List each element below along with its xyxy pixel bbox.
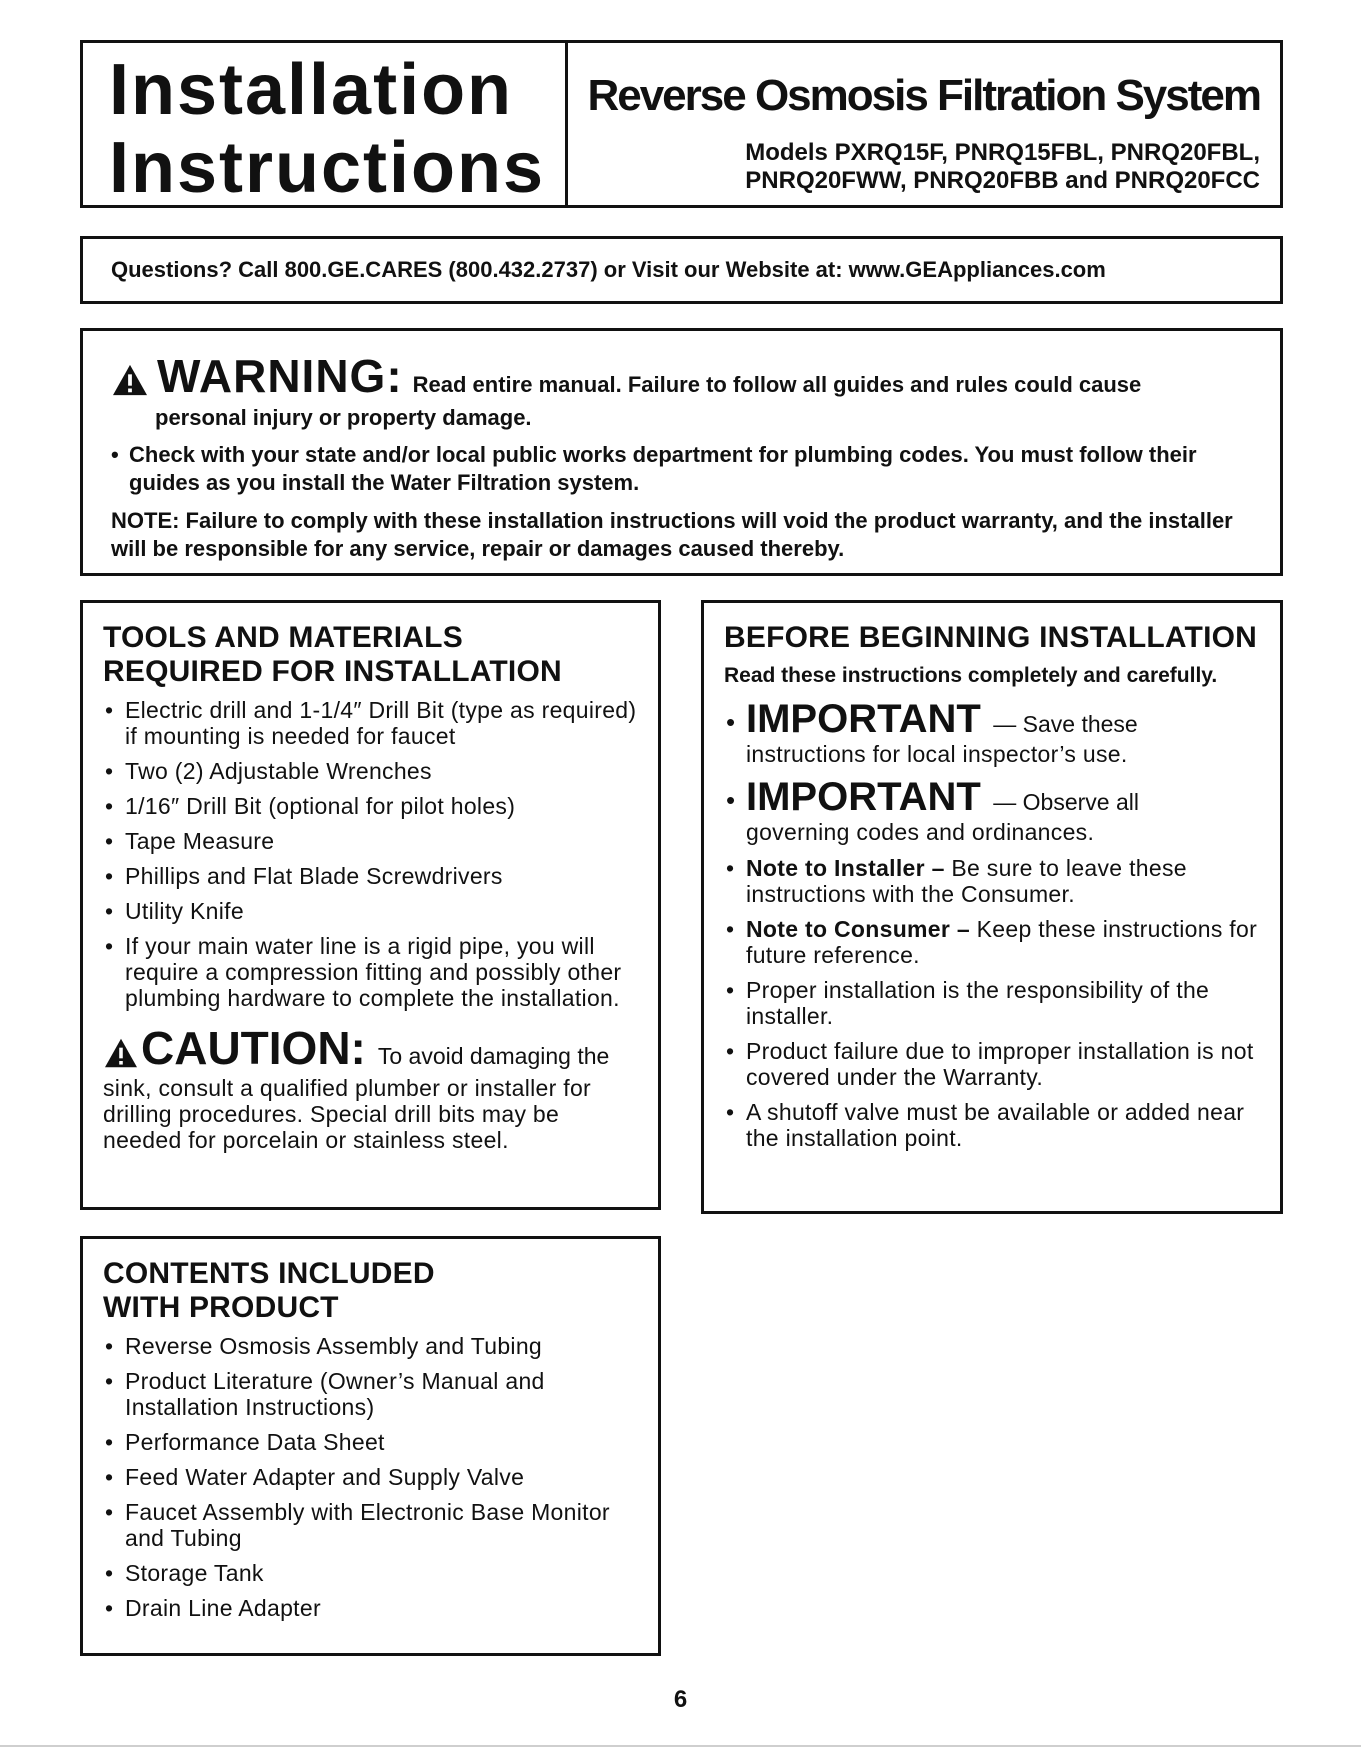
- before-installation-box: [701, 600, 1283, 1214]
- questions-text: Questions? Call 800.GE.CARES (800.432.2737) or Visit our Website at: www.GEAppliances.com: [111, 257, 1106, 282]
- contents-box: [80, 1236, 661, 1656]
- important-label: IMPORTANT: [746, 775, 981, 819]
- page-number: 6: [673, 1686, 688, 1713]
- item-text: Be sure to leave these instructions with the Consumer.: [746, 855, 1187, 907]
- list-item: • Tape Measure: [103, 828, 642, 854]
- item-text: Keep these instructions for future reference.: [746, 916, 1258, 968]
- tools-box: [80, 600, 661, 1210]
- important-lead: — Observe all: [993, 789, 1139, 815]
- warning-triangle-icon: [111, 363, 149, 397]
- list-item: [724, 977, 1264, 1029]
- model-list: [745, 139, 1260, 195]
- list-item: [724, 855, 1264, 907]
- item-bold: Note to Consumer –: [746, 916, 970, 942]
- title-line-1: Installation: [109, 50, 514, 130]
- item-text: A shutoff valve must be available or added near the installation point.: [746, 1099, 1245, 1151]
- warning-lead-cont: personal injury or property damage.: [155, 405, 532, 430]
- list-item: • Two (2) Adjustable Wrenches: [103, 758, 642, 784]
- bottom-rule: [0, 1745, 1361, 1747]
- list-item: • Electric drill and 1-1/4″ Drill Bit (type as required) if mounting is needed for faucet: [103, 697, 642, 749]
- system-title: Reverse Osmosis Filtration System: [587, 71, 1260, 120]
- caution-label: CAUTION:: [141, 1022, 366, 1074]
- list-item: • Utility Knife: [103, 898, 642, 924]
- important-cont: governing codes and ordinances.: [746, 819, 1095, 845]
- before-title: BEFORE BEGINNING INSTALLATION: [724, 621, 1258, 654]
- tools-title: TOOLS AND MATERIALS REQUIRED FOR INSTALLATION: [103, 621, 562, 688]
- item-text: Product failure due to improper installation is not covered under the Warranty.: [746, 1038, 1254, 1090]
- list-item: • Reverse Osmosis Assembly and Tubing: [103, 1333, 642, 1359]
- list-item: [724, 916, 1264, 968]
- list-item: • Drain Line Adapter: [103, 1595, 642, 1621]
- caution-triangle-icon: [103, 1037, 139, 1069]
- warning-bullet: • Check with your state and/or local public works department for plumbing codes. You must follow their guides as you install the Water Filtration system.: [111, 441, 1252, 497]
- list-item: • Faucet Assembly with Electronic Base Monitor and Tubing: [103, 1499, 642, 1551]
- warning-lead: Read entire manual. Failure to follow all guides and rules could cause: [412, 372, 1142, 397]
- important-notice: [724, 775, 1264, 845]
- list-item: • Performance Data Sheet: [103, 1429, 642, 1455]
- questions-bar: [80, 236, 1283, 304]
- warning-label: WARNING:: [157, 350, 403, 402]
- tools-list: [103, 697, 642, 1011]
- caution-body: sink, consult a qualified plumber or installer for drilling procedures. Special drill bits may be needed for porcelain or stainless steel.: [103, 1075, 592, 1153]
- page-title: [109, 51, 545, 207]
- list-item: • Product Literature (Owner’s Manual and Installation Instructions): [103, 1368, 642, 1420]
- title-panel: [83, 43, 568, 208]
- before-list: [724, 855, 1264, 1151]
- important-label: IMPORTANT: [746, 697, 981, 741]
- item-bold: Note to Installer –: [746, 855, 945, 881]
- contents-title: CONTENTS INCLUDED WITH PRODUCT: [103, 1257, 435, 1324]
- warning-note: NOTE: Failure to comply with these installation instructions will void the product warranty, and the installer will be responsible for any service, repair or damages caused thereby.: [111, 508, 1233, 561]
- list-item: • Phillips and Flat Blade Screwdrivers: [103, 863, 642, 889]
- important-cont: instructions for local inspector’s use.: [746, 741, 1128, 767]
- item-text: Proper installation is the responsibility of the installer.: [746, 977, 1210, 1029]
- list-item: • Storage Tank: [103, 1560, 642, 1586]
- title-line-2: Instructions: [109, 128, 546, 208]
- models-line-2: PNRQ20FWW, PNRQ20FBB and PNRQ20FCC: [745, 167, 1260, 194]
- models-line-1: Models PXRQ15F, PNRQ15FBL, PNRQ20FBL,: [745, 139, 1260, 166]
- list-item: [724, 1099, 1264, 1151]
- important-lead: — Save these: [993, 711, 1138, 737]
- list-item: • 1/16″ Drill Bit (optional for pilot holes): [103, 793, 642, 819]
- system-panel: [571, 43, 1280, 205]
- important-notice: [724, 697, 1264, 767]
- before-intro: Read these instructions completely and carefully.: [724, 664, 1218, 687]
- contents-list: [103, 1333, 642, 1621]
- list-item: [724, 1038, 1264, 1090]
- list-item: • If your main water line is a rigid pipe, you will require a compression fitting and possibly other plumbing hardware to complete the installation.: [103, 933, 642, 1011]
- caution-lead: To avoid damaging the: [377, 1043, 610, 1069]
- document-header: [80, 40, 1283, 208]
- warning-box: [80, 328, 1283, 576]
- list-item: • Feed Water Adapter and Supply Valve: [103, 1464, 642, 1490]
